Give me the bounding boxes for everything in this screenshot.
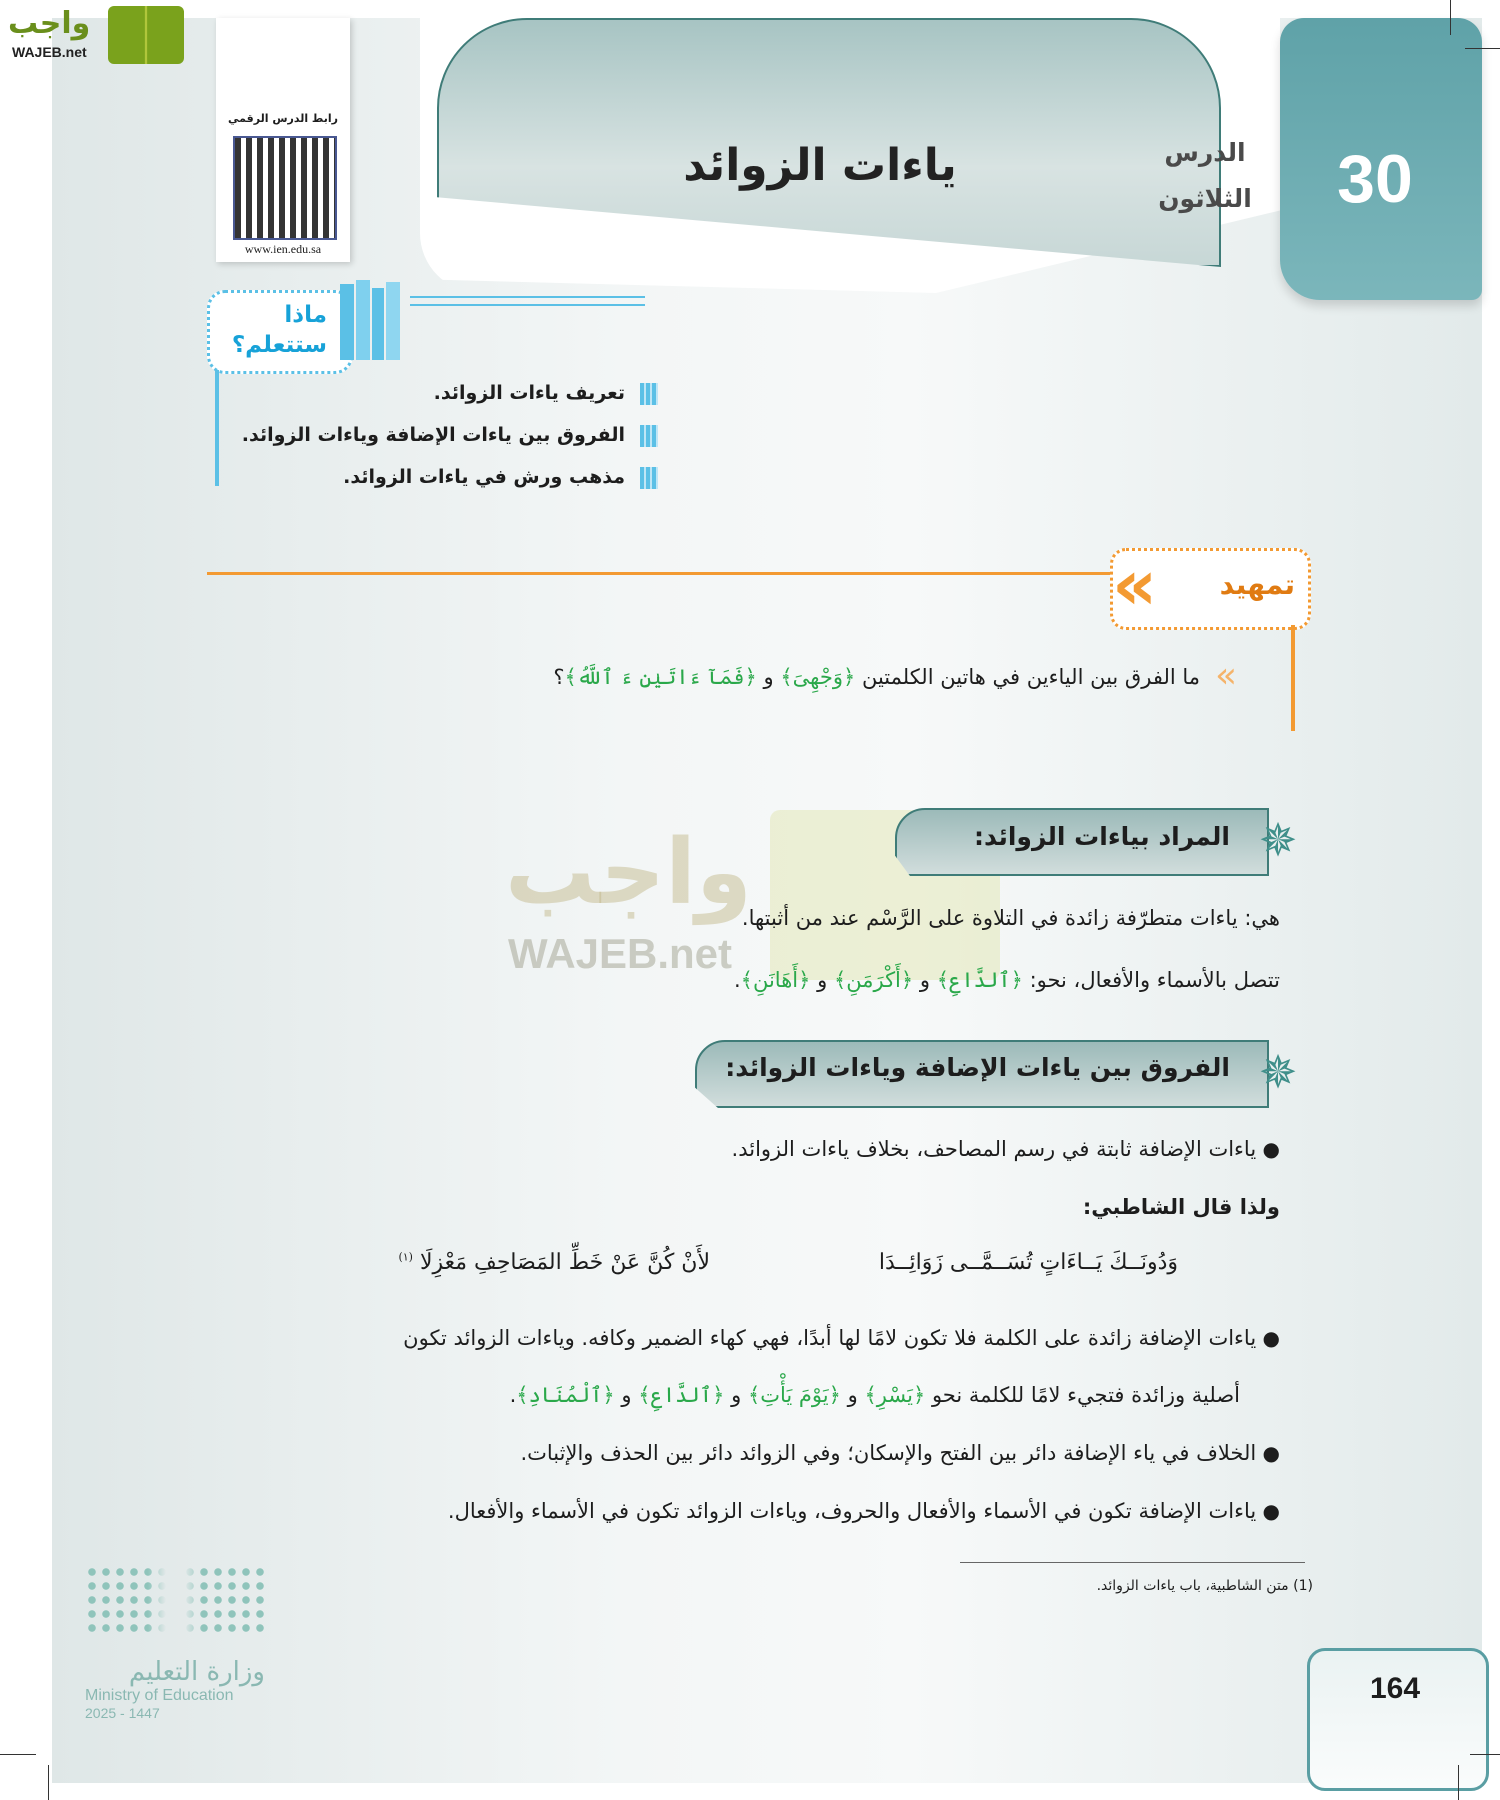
lesson-number: 30 — [1337, 141, 1413, 217]
objective-item: الفروق بين ياءات الإضافة وياءات الزوائد. — [241, 424, 625, 446]
objectives-heading-1: ماذا — [284, 302, 327, 328]
crop-mark — [1470, 1754, 1500, 1755]
lesson-label-1: الدرس — [1164, 138, 1246, 167]
definition-text: هي: ياءات متطرّفة زائدة في التلاوة على الرَّسْم عند من أثبتها. — [741, 906, 1280, 930]
page-number-box — [1307, 1648, 1489, 1791]
intro-label: تمهيد — [1219, 568, 1295, 601]
lesson-label — [1150, 130, 1260, 222]
conjunction: و — [817, 968, 828, 992]
bullet-item: ● الخلاف في ياء الإضافة دائر بين الفتح والإسكان؛ وفي الزوائد دائر بين الحذف والإثبات. — [520, 1441, 1280, 1465]
qr-url[interactable]: www.ien.edu.sa — [244, 242, 322, 256]
ministry-arabic: وزارة التعليم — [128, 1657, 265, 1687]
verse-first-hemistich: وَدُونَــكَ يَــاءَاتٍ تُسَــمَّــى زَوَائِــدَا — [878, 1250, 1178, 1275]
bullet-icon — [640, 383, 658, 405]
chevron-icon: « — [1215, 655, 1238, 696]
quran-word: ﴿أَكْرَمَنِ﴾ — [833, 968, 914, 992]
bullet-icon — [640, 425, 658, 447]
crop-mark — [1458, 1765, 1459, 1800]
conjunction: و — [763, 665, 774, 689]
quran-word: ﴿ٱلدَّاعِ﴾ — [638, 1383, 725, 1407]
examples-line — [734, 968, 1280, 992]
books-icon — [340, 280, 410, 360]
ministry-logo — [85, 1565, 275, 1721]
lesson-title: ياءات الزوائد — [683, 140, 957, 191]
bullet-icon — [640, 467, 658, 489]
period: . — [733, 968, 741, 992]
quran-word: ﴿وَجْهِىَ﴾ — [780, 665, 856, 689]
logo-arabic: واجب — [8, 6, 91, 41]
qr-label: رابط الدرس الرقمي — [228, 112, 338, 125]
bullet-continuation — [510, 1383, 1240, 1407]
book-icon — [108, 6, 184, 64]
bullet-item: ● ياءات الإضافة زائدة على الكلمة فلا تكون لامًا لها أبدًا، فهي كهاء الضمير وكافه. وياءات الزوائد تكون — [403, 1326, 1280, 1350]
quote-lead: ولذا قال الشاطبي: — [1082, 1195, 1280, 1219]
quran-word: ﴿يَسْرِ﴾ — [864, 1383, 926, 1407]
section-heading: الفروق بين ياءات الإضافة وياءات الزوائد: — [725, 1053, 1230, 1082]
intro-rule — [1291, 625, 1295, 731]
bullet-text: أصلية وزائدة فتجيء لامًا للكلمة نحو — [931, 1383, 1240, 1407]
examples-lead: تتصل بالأسماء والأفعال، نحو: — [1029, 968, 1280, 992]
period: . — [509, 1383, 517, 1407]
wajeb-logo — [8, 6, 188, 66]
qr-code-icon[interactable] — [233, 136, 337, 240]
rosette-icon: ✵ — [1258, 1045, 1298, 1099]
bullet-item: ● ياءات الإضافة ثابتة في رسم المصاحف، بخلاف ياءات الزوائد. — [731, 1137, 1280, 1161]
quran-word: ﴿ٱلْمُنَادِ﴾ — [516, 1383, 615, 1407]
bullet-text: ياءات الإضافة ثابتة في رسم المصاحف، بخلاف ياءات الزوائد. — [731, 1137, 1257, 1161]
ministry-dots-icon — [85, 1565, 265, 1637]
objectives-rule — [215, 370, 219, 486]
objective-item: تعريف ياءات الزوائد. — [433, 382, 625, 404]
verse-text: لأَنْ كُنَّ عَنْ خَطِّ المَصَاحِفِ مَعْزِلَا — [419, 1250, 710, 1275]
quran-word: ﴿أَهَانَنِ﴾ — [740, 968, 811, 992]
bullet-text: ياءات الإضافة تكون في الأسماء والأفعال والحروف، وياءات الزوائد تكون في الأسماء والأفعال. — [447, 1499, 1257, 1523]
objectives-heading-2: ستتعلم؟ — [231, 332, 327, 358]
objectives-heading — [215, 300, 327, 360]
footnote-ref: (١) — [398, 1250, 413, 1264]
section-heading: المراد بياءات الزوائد: — [974, 822, 1230, 851]
crop-mark — [0, 1754, 36, 1755]
bullet-item: ● ياءات الإضافة تكون في الأسماء والأفعال والحروف، وياءات الزوائد تكون في الأسماء والأفعال. — [447, 1499, 1280, 1523]
watermark-latin: WAJEB.net — [508, 930, 733, 977]
quran-word: ﴿ٱلدَّاعِ﴾ — [936, 968, 1023, 992]
verse-second-hemistich — [398, 1250, 710, 1275]
crop-mark — [48, 1765, 49, 1800]
conjunction: و — [919, 968, 931, 992]
crop-mark — [1450, 0, 1451, 35]
divider-line — [410, 296, 645, 306]
ministry-english: Ministry of Education — [85, 1687, 234, 1704]
bullet-text: الخلاف في ياء الإضافة دائر بين الفتح والإسكان؛ وفي الزوائد دائر بين الحذف والإثبات. — [520, 1441, 1257, 1465]
watermark-arabic: واجب — [505, 820, 752, 925]
conjunction: و — [731, 1383, 742, 1407]
crop-mark — [1465, 48, 1500, 49]
bullet-text: ياءات الإضافة زائدة على الكلمة فلا تكون لامًا لها أبدًا، فهي كهاء الضمير وكافه. وياءات الزوائد تكون — [403, 1326, 1257, 1350]
intro-question — [553, 665, 1200, 689]
double-chevron-icon: « — [1112, 544, 1158, 626]
conjunction: و — [847, 1383, 858, 1407]
page-number: 164 — [1369, 1672, 1421, 1705]
footnote: (1) متن الشاطبية، باب ياءات الزوائد. — [1096, 1578, 1313, 1594]
quran-word: ﴿يَوْمَ يَأْتِ﴾ — [747, 1383, 841, 1407]
question-text: ما الفرق بين الياءين في هاتين الكلمتين — [861, 665, 1200, 689]
edition-year: 2025 - 1447 — [85, 1705, 160, 1721]
question-mark: ؟ — [553, 665, 565, 689]
lesson-label-2: الثلاثون — [1158, 184, 1252, 213]
conjunction: و — [621, 1383, 632, 1407]
logo-latin: WAJEB.net — [12, 44, 87, 60]
quran-word: ﴿فَمَآ ءَاتَيٰنِ ءَ ٱللَّهُ﴾ — [564, 665, 757, 689]
objective-item: مذهب ورش في ياءات الزوائد. — [343, 466, 625, 488]
footnote-divider — [960, 1562, 1305, 1563]
rosette-icon: ✵ — [1258, 813, 1298, 867]
intro-divider — [207, 572, 1112, 575]
